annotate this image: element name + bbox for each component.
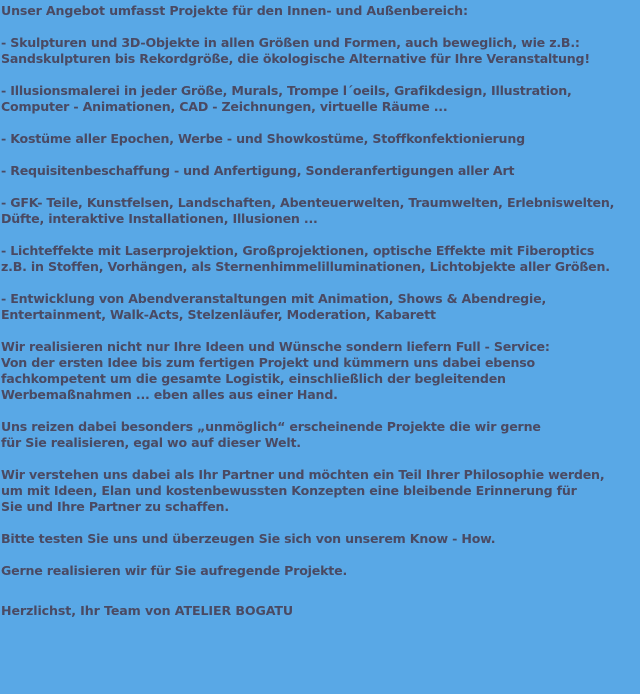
offer-item-sculptures: - Skulpturen und 3D-Objekte in allen Größen und Formen, auch beweglich, wie z.B.: Sandskulpturen bis Rekordgröße, die ökologische Alternative für Ihre Veranstaltung! — [1, 35, 590, 66]
offer-item-props: - Requisitenbeschaffung - und Anfertigung, Sonderanfertigungen aller Art — [1, 163, 515, 178]
spacer — [1, 227, 640, 243]
offer-item-costumes: - Kostüme aller Epochen, Werbe - und Showkostüme, Stoffkonfektionierung — [1, 131, 525, 146]
partner-paragraph: Wir verstehen uns dabei als Ihr Partner und möchten ein Teil Ihrer Philosophie werden, um mit Ideen, Elan und kostenbewussten Konzepten eine bleibende Erinnerung für Sie und Ihre Partner zu schaffen. — [1, 467, 605, 514]
know-how-paragraph: Bitte testen Sie uns und überzeugen Sie sich von unserem Know - How. — [1, 531, 496, 546]
spacer — [1, 19, 640, 35]
offer-heading: Unser Angebot umfasst Projekte für den Innen- und Außenbereich: — [1, 3, 468, 18]
spacer — [1, 67, 640, 83]
spacer — [1, 275, 640, 291]
signature: Herzlichst, Ihr Team von ATELIER BOGATU — [1, 603, 293, 618]
impossible-projects-paragraph: Uns reizen dabei besonders „unmöglich“ erscheinende Projekte die wir gerne für Sie realisieren, egal wo auf dieser Welt. — [1, 419, 541, 450]
spacer — [1, 323, 640, 339]
spacer — [1, 515, 640, 531]
exciting-projects-paragraph: Gerne realisieren wir für Sie aufregende Projekte. — [1, 563, 348, 578]
spacer — [1, 115, 640, 131]
spacer — [1, 179, 640, 195]
offer-item-illusion-painting: - Illusionsmalerei in jeder Größe, Murals, Trompe l´oeils, Grafikdesign, Illustration, Computer - Animationen, CAD - Zeichnungen, virtuelle Räume ... — [1, 83, 572, 114]
spacer — [1, 403, 640, 419]
offer-item-evening-events: - Entwicklung von Abendveranstaltungen mit Animation, Shows & Abendregie, Entertainment, Walk-Acts, Stelzenläufer, Moderation, Kabarett — [1, 291, 547, 322]
offer-item-light-effects: - Lichteffekte mit Laserprojektion, Großprojektionen, optische Effekte mit Fiberoptics z.B. in Stoffen, Vorhängen, als Sternenhimmelilluminationen, Lichtobjekte aller Größen. — [1, 243, 610, 274]
spacer — [1, 451, 640, 467]
spacer — [1, 579, 640, 603]
offer-item-gfk-parts: - GFK- Teile, Kunstfelsen, Landschaften, Abenteuerwelten, Traumwelten, Erlebniswelten, Düfte, interaktive Installationen, Illusionen ... — [1, 195, 615, 226]
spacer — [1, 147, 640, 163]
full-service-paragraph: Wir realisieren nicht nur Ihre Ideen und Wünsche sondern liefern Full - Service: Von der ersten Idee bis zum fertigen Projekt und kümmern uns dabei ebenso fachkompetent um die gesamte Logistik, einschließlich der begleitenden Werbemaßnahmen ... eben alles aus einer Hand. — [1, 339, 550, 402]
spacer — [1, 547, 640, 563]
